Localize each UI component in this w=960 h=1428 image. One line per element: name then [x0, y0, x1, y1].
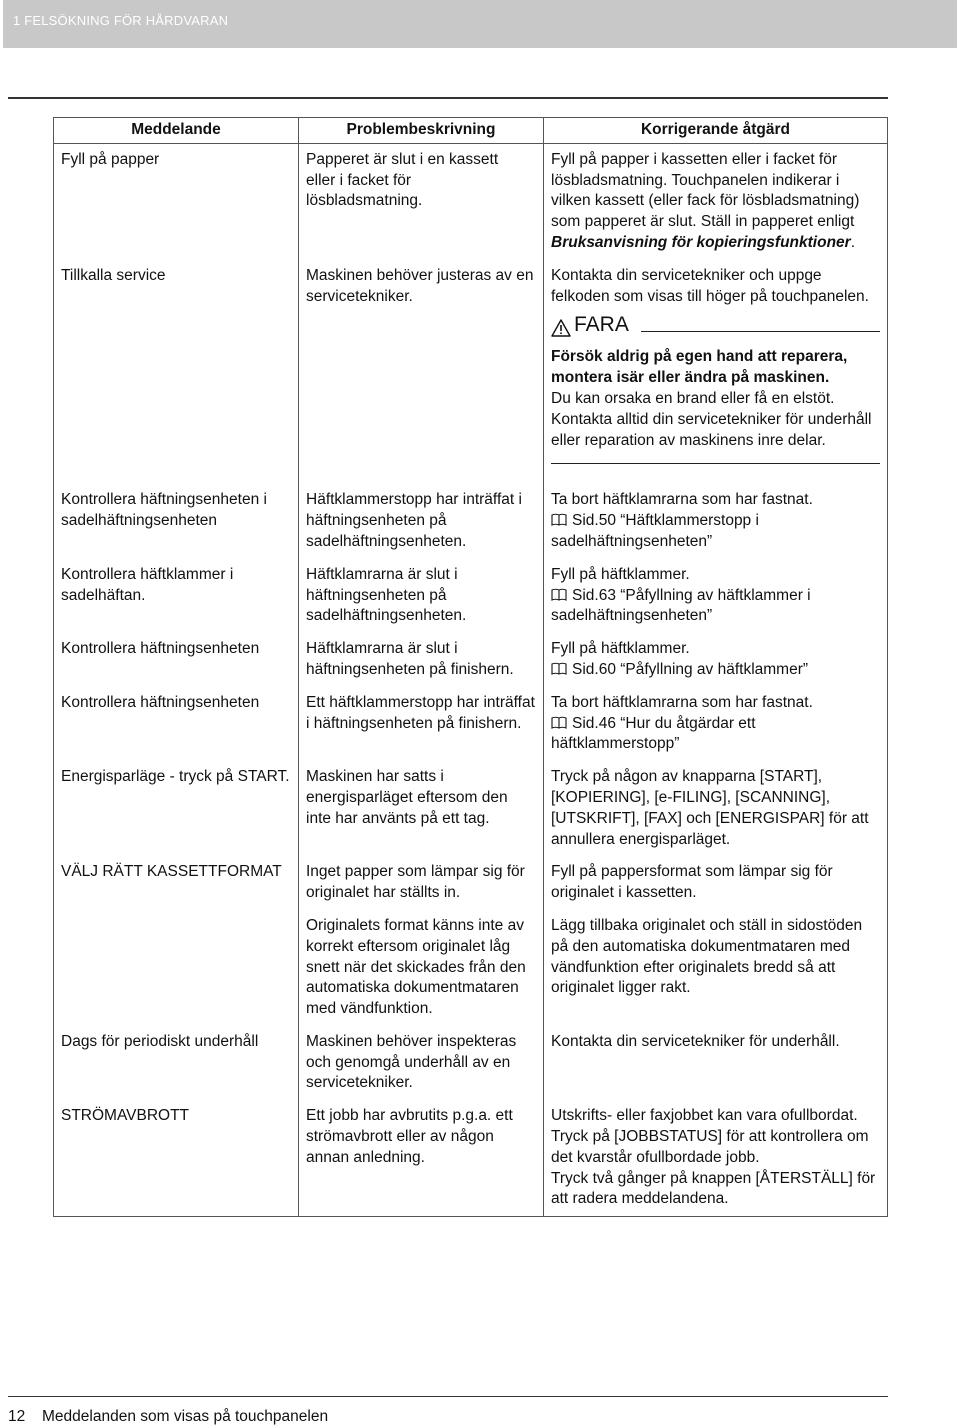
action-cell	[544, 260, 888, 485]
manual-reference: Bruksanvisning för kopieringsfunktioner	[551, 233, 851, 251]
problem-cell: Häftklammerstopp har inträffat i häftningsenheten på sadelhäftningsenheten.	[299, 484, 544, 558]
table-row	[54, 856, 888, 910]
message-cell: Kontrollera häftningsenheten	[54, 687, 299, 761]
problem-cell: Häftklamrarna är slut i häftningsenheten på finishern.	[299, 633, 544, 687]
page-reference-text: Sid.50 “Häftklammerstopp i sadelhäftningsenheten”	[551, 512, 759, 550]
footer-section-title: Meddelanden som visas på touchpanelen	[42, 1408, 329, 1425]
problem-cell: Häftklamrarna är slut i häftningsenheten på sadelhäftningsenheten.	[299, 559, 544, 633]
messages-table	[53, 117, 888, 1217]
action-text-2: Tryck två gånger på knappen [ÅTERSTÄLL] för att radera meddelandena.	[551, 1169, 876, 1208]
message-cell: Dags för periodiskt underhåll	[54, 1026, 299, 1100]
column-header-action: Korrigerande åtgärd	[544, 118, 888, 144]
action-cell: Fyll på pappersformat som lämpar sig för originalet i kassetten.	[544, 856, 888, 910]
action-cell	[544, 484, 888, 558]
problem-cell: Papperet är slut i en kassett eller i facket för lösbladsmatning.	[299, 143, 544, 259]
action-cell: Lägg tillbaka originalet och ställ in sidostöden på den automatiska dokumentmataren med vändfunktion efter originalets bredd så att originalet ligger rakt.	[544, 910, 888, 1026]
warning-heading-rule	[641, 331, 880, 332]
action-text: Utskrifts- eller faxjobbet kan vara ofullbordat. Tryck på [JOBBSTATUS] för att kontrollera om det kvarstår ofullbordade jobb.	[551, 1107, 869, 1166]
table-row	[54, 633, 888, 687]
message-cell: Fyll på papper	[54, 143, 299, 259]
table-row	[54, 484, 888, 558]
problem-cell: Originalets format känns inte av korrekt eftersom originalet låg snett när det skickades från den automatiska dokumentmataren med vändfunktion.	[299, 910, 544, 1026]
chapter-header-bar	[3, 0, 957, 48]
book-icon	[551, 588, 567, 601]
book-icon	[551, 513, 567, 526]
problem-cell: Inget papper som lämpar sig för originalet har ställts in.	[299, 856, 544, 910]
warning-text: Du kan orsaka en brand eller få en elstöt. Kontakta alltid din servicetekniker för underhåll eller reparation av maskinens inre delar.	[551, 389, 872, 449]
message-cell: VÄLJ RÄTT KASSETTFORMAT	[54, 856, 299, 910]
table-row	[54, 260, 888, 485]
page-reference[interactable]	[551, 714, 880, 756]
page-reference-text: Sid.60 “Påfyllning av häftklammer”	[572, 660, 809, 678]
warning-bold-text: Försök aldrig på egen hand att reparera, montera isär eller ändra på maskinen.	[551, 348, 848, 387]
table-row	[54, 761, 888, 856]
action-cell	[544, 1100, 888, 1216]
problem-cell: Maskinen har satts i energisparläget eftersom den inte har använts på ett tag.	[299, 761, 544, 856]
page-reference[interactable]	[551, 586, 880, 628]
bottom-divider	[8, 1396, 888, 1397]
page-reference-text: Sid.46 “Hur du åtgärdar ett häftklammerstopp”	[551, 714, 756, 753]
problem-cell: Maskinen behöver justeras av en servicetekniker.	[299, 260, 544, 485]
book-icon	[551, 662, 567, 675]
table-row	[54, 687, 888, 761]
action-cell	[544, 143, 888, 259]
action-text: Kontakta din servicetekniker och uppge felkoden som visas till höger på touchpanelen.	[551, 266, 869, 305]
warning-end-rule	[551, 463, 880, 464]
book-icon	[551, 716, 567, 729]
message-cell: Tillkalla service	[54, 260, 299, 485]
page-reference[interactable]	[551, 660, 880, 681]
message-cell: Energisparläge - tryck på START.	[54, 761, 299, 856]
table-row	[54, 1026, 888, 1100]
page-number: 12	[8, 1408, 26, 1425]
problem-cell: Ett häftklammerstopp har inträffat i häftningsenheten på finishern.	[299, 687, 544, 761]
table-header-row	[54, 118, 888, 144]
message-cell: Kontrollera häftningsenheten	[54, 633, 299, 687]
message-cell	[54, 910, 299, 1026]
table-row	[54, 559, 888, 633]
action-text-end: .	[850, 233, 856, 251]
column-header-message: Meddelande	[54, 118, 299, 144]
action-cell: Tryck på någon av knapparna [START], [KOPIERING], [e-FILING], [SCANNING], [UTSKRIFT], [FAX] och [ENERGISPAR] för att annullera energisparläget.	[544, 761, 888, 856]
message-cell: STRÖMAVBROTT	[54, 1100, 299, 1216]
message-cell: Kontrollera häftningsenheten i sadelhäftningsenheten	[54, 484, 299, 558]
action-text: Fyll på häftklammer.	[551, 565, 690, 583]
warning-triangle-icon	[551, 319, 571, 337]
message-cell: Kontrollera häftklammer i sadelhäftan.	[54, 559, 299, 633]
action-cell	[544, 633, 888, 687]
problem-cell: Maskinen behöver inspekteras och genomgå underhåll av en servicetekniker.	[299, 1026, 544, 1100]
action-cell	[544, 559, 888, 633]
warning-title: FARA	[574, 313, 629, 337]
column-header-problem: Problembeskrivning	[299, 118, 544, 144]
action-text: Ta bort häftklamrarna som har fastnat.	[551, 491, 813, 509]
action-text: Fyll på papper i kassetten eller i facket för lösbladsmatning. Touchpanelen indikerar i vilken kassett (eller fack för lösbladsmatning) som papperet är slut. Ställ in papperet enligt	[551, 150, 860, 231]
table-row	[54, 910, 888, 1026]
problem-cell: Ett jobb har avbrutits p.g.a. ett strömavbrott eller av någon annan anledning.	[299, 1100, 544, 1216]
page-footer	[8, 1407, 328, 1428]
action-text: Fyll på häftklammer.	[551, 640, 690, 658]
action-cell: Kontakta din servicetekniker för underhåll.	[544, 1026, 888, 1100]
warning-heading	[551, 313, 880, 337]
table-row	[54, 1100, 888, 1216]
page-reference-text: Sid.63 “Påfyllning av häftklammer i sadelhäftningsenheten”	[551, 586, 811, 625]
table-row	[54, 143, 888, 259]
action-cell	[544, 687, 888, 761]
top-divider	[8, 97, 888, 99]
page-reference[interactable]	[551, 511, 880, 553]
action-text: Ta bort häftklamrarna som har fastnat.	[551, 693, 813, 711]
chapter-title: 1 FELSÖKNING FÖR HÅRDVARAN	[13, 13, 229, 28]
